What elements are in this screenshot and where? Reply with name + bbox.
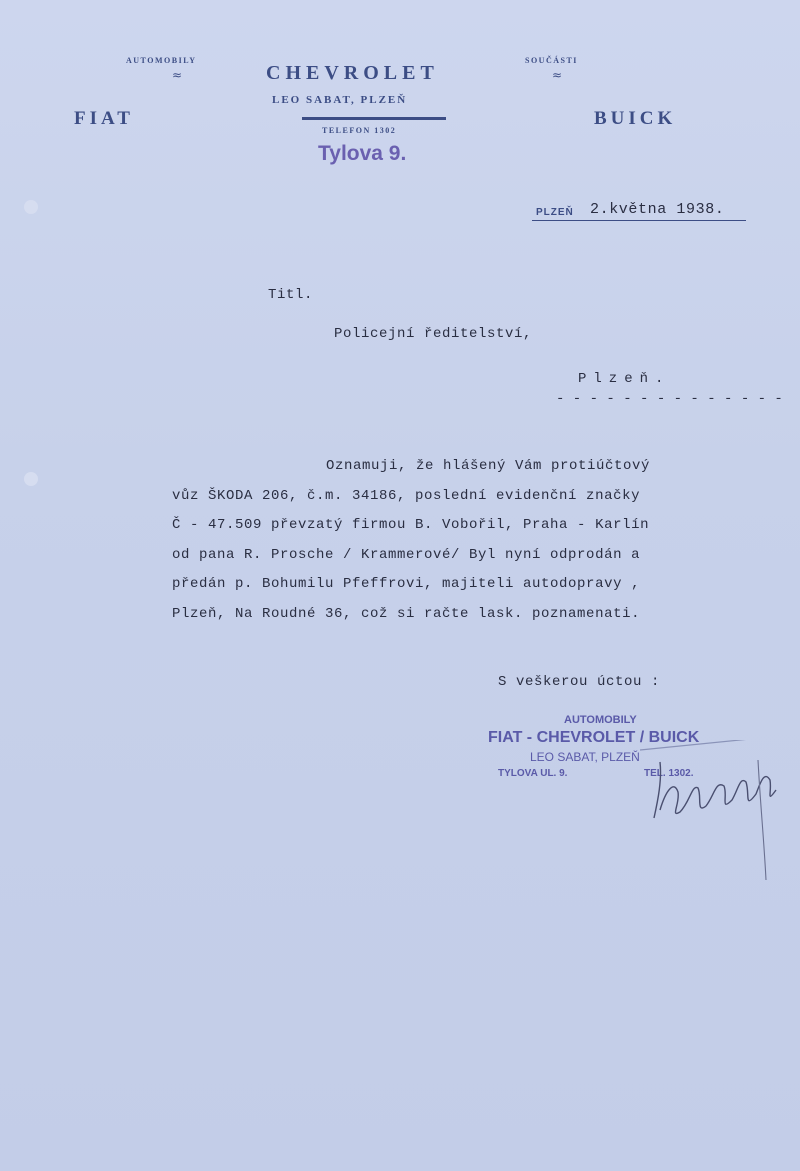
company-stamp-line-1: AUTOMOBILY [564, 714, 637, 726]
letterhead-left-small: AUTOMOBILY [126, 56, 197, 65]
company-stamp-line-4-right: TEL. 1302. [644, 768, 694, 779]
letterhead-left-tilde: ≈ [172, 68, 183, 82]
company-stamp-line-2: FIAT - CHEVROLET / BUICK [488, 729, 700, 746]
date-value: 2.května 1938. [590, 201, 725, 218]
date-underline [532, 220, 746, 221]
closing: S veškerou úctou : [498, 674, 661, 690]
address-stamp: Tylova 9. [318, 142, 407, 165]
punch-hole-bottom [24, 472, 38, 486]
letterhead-left-brand: FIAT [74, 108, 134, 129]
body-line-2: vůz ŠKODA 206, č.m. 34186, poslední evidenční značky [172, 488, 641, 504]
recipient-title: Titl. [268, 287, 314, 303]
body-line-4: od pana R. Prosche / Krammerové/ Byl nyní odprodán a [172, 547, 641, 563]
recipient-city: Plzeň. [578, 371, 671, 387]
date-place: PLZEŇ [536, 207, 574, 218]
letterhead-center-title: CHEVROLET [266, 62, 439, 84]
letterhead-right-brand: BUICK [594, 108, 677, 129]
body-line-3: Č - 47.509 převzatý firmou B. Vobořil, Praha - Karlín [172, 517, 650, 533]
letterhead-center-phone: TELEFON 1302 [322, 126, 397, 135]
recipient-office: Policejní ředitelství, [334, 326, 533, 342]
recipient-city-underline: - - - - - - - - - - - - - - [556, 391, 783, 407]
company-stamp-line-4-left: TYLOVA UL. 9. [498, 768, 568, 779]
body-line-5: předán p. Bohumilu Pfeffrovi, majiteli autodopravy , [172, 576, 641, 592]
letterhead-strike-line [302, 117, 446, 120]
letterhead-center-name: LEO SABAT, PLZEŇ [272, 94, 408, 106]
letterhead-right-small: SOUČÁSTI [525, 56, 578, 65]
punch-hole-top [24, 200, 38, 214]
body-line-6: Plzeň, Na Roudné 36, což si račte lask. poznamenati. [172, 606, 641, 622]
letterhead-right-tilde: ≈ [552, 68, 563, 82]
handwritten-signature [640, 740, 800, 890]
body-line-1: Oznamuji, že hlášený Vám protiúčtový [326, 458, 651, 474]
company-stamp-line-3: LEO SABAT, PLZEŇ [530, 750, 640, 764]
